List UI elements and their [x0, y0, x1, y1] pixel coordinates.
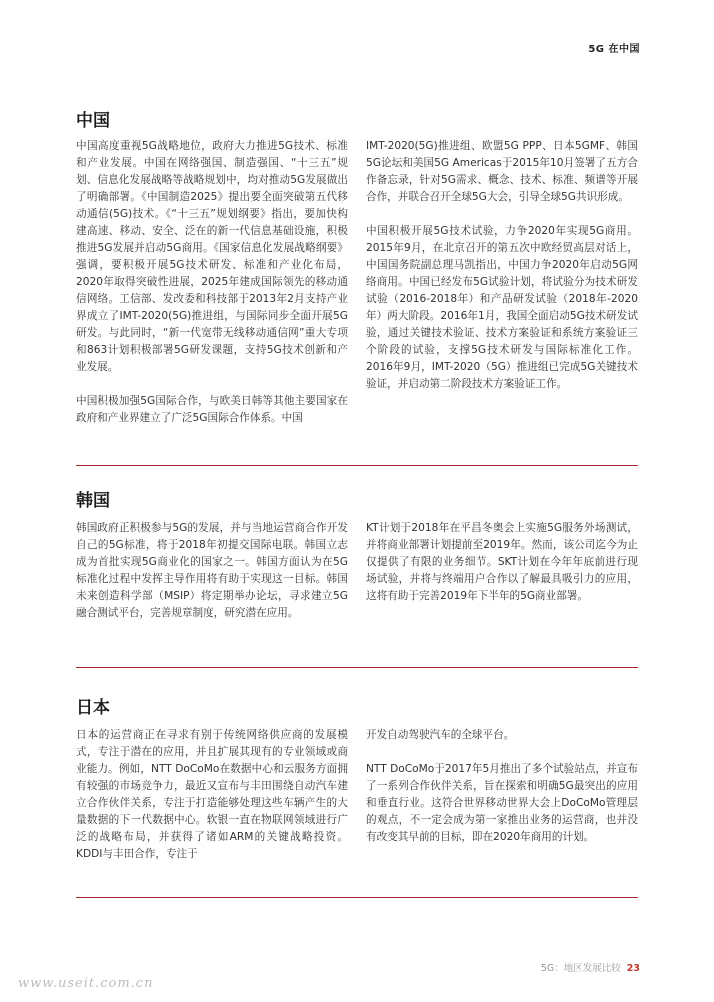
section-title: 韩国	[76, 491, 110, 511]
section-korea	[76, 486, 638, 646]
paragraph: 中国高度重视5G战略地位，政府大力推进5G技术、标准和产业发展。中国在网络强国、制造强国、“十三五”规划、信息化发展战略等战略规划中，均对推动5G发展做出了明确部署。《中国制造2025》提出要全面突破第五代移动通信(5G)技术。《“十三五”规划纲要》指出，要加快构建高速、移动、安全、泛在的新一代信息基础设施，积极推进5G发展并启动5G商用。《国家信息化发展战略纲要》强调，要积极开展5G技术研发、标准和产业化布局，2020年取得突破性进展，2025年建成国际领先的移动通信网络。工信部、发改委和科技部于2013年2月支持产业界成立了IMT-2020(5G)推进组，与国际同步全面开展5G研发。与此同时，“新一代宽带无线移动通信网”重大专项和863计划积极部署5G研发课题，支持5G技术创新和产业发展。	[76, 140, 348, 373]
paragraph: 开发自动驾驶汽车的全球平台。	[366, 729, 515, 741]
paragraph: IMT-2020(5G)推进组、欧盟5G PPP、日本5GMF、韩国5G论坛和美国5G Americas于2015年10月签署了五方合作备忘录，针对5G需求、概念、技术、标准、频谱等开展合作，并联合召开全球5G大会，引导全球5G共识形成。	[366, 140, 638, 203]
section-title: 日本	[76, 698, 110, 718]
right-column	[366, 520, 638, 622]
section-divider	[76, 667, 638, 668]
paragraph: KT计划于2018年在平昌冬奥会上实施5G服务外场测试，并将商业部署计划提前至2019年。然而，该公司迄今为止仅提供了有限的业务细节。SKT计划在今年年底前进行现场试验，并将与终端用户合作以了解最具吸引力的应用，这将有助于完善2019年下半年的5G商业部署。	[366, 522, 638, 602]
paragraph: NTT DoCoMo于2017年5月推出了多个试验站点，并宣布了一系列合作伙伴关系，旨在探索和明确5G最突出的应用和垂直行业。这符合世界移动世界大会上DoCoMo管理层的观点，不一定会成为第一家推出业务的运营商，也并没有改变其早前的目标，即在2020年商用的计划。	[366, 763, 638, 843]
paragraph: 日本的运营商正在寻求有别于传统网络供应商的发展模式，专注于潜在的应用，并且扩展其现有的专业领域或商业能力。例如，NTT DoCoMo在数据中心和云服务方面拥有较强的市场竞争力，最近又宣布与丰田围绕自动汽车建立合作伙伴关系，专注于打造能够处理这些车辆产生的大量数据的下一代数据中心。软银一直在物联网领域进行广泛的战略布局，并获得了诸如ARM的关键战略投资。KDDI与丰田合作，专注于	[76, 729, 348, 860]
right-column	[366, 138, 638, 410]
paragraph: 中国积极加强5G国际合作，与欧美日韩等其他主要国家在政府和产业界建立了广泛5G国际合作体系。中国	[76, 395, 348, 424]
paragraph: 中国积极开展5G技术试验，力争2020年实现5G商用。2015年9月，在北京召开的第五次中欧经贸高层对话上，中国国务院副总理马凯指出，中国力争2020年启动5G网络商用。中国已经发布5G试验计划，将试验分为技术研发试验（2016-2018年）和产品研发试验（2018年-2020年）两大阶段。2016年1月，我国全面启动5G技术研发试验，通过关键技术验证、技术方案验证和系统方案验证三个阶段的试验，支撑5G技术研发与国际标准化工作。2016年9月，IMT-2020（5G）推进组已完成5G关键技术验证，并启动第二阶段技术方案验证工作。	[366, 225, 638, 390]
running-header: 5G 在中国	[588, 44, 640, 55]
section-divider	[76, 465, 638, 466]
right-column	[366, 727, 638, 863]
left-column	[76, 138, 348, 444]
page-number: 23	[626, 963, 640, 974]
page-footer	[541, 960, 640, 974]
left-column	[76, 520, 348, 639]
section-divider	[76, 897, 638, 898]
paragraph: 韩国政府正积极参与5G的发展，并与当地运营商合作开发自己的5G标准，将于2018年初提交国际电联。韩国立志成为首批实现5G商业化的国家之一。韩国方面认为在5G标准化过程中发挥主导作用将有助于实现这一目标。韩国未来创造科学部（MSIP）将定期举办论坛，寻求建立5G融合测试平台，完善规章制度，研究潜在应用。	[76, 522, 348, 619]
watermark: www.useit.com.cn	[18, 976, 154, 991]
section-title: 中国	[76, 111, 110, 131]
footer-label: 5G：地区发展比较	[540, 963, 621, 974]
section-japan	[76, 693, 638, 893]
section-china	[76, 106, 638, 446]
left-column	[76, 727, 348, 880]
